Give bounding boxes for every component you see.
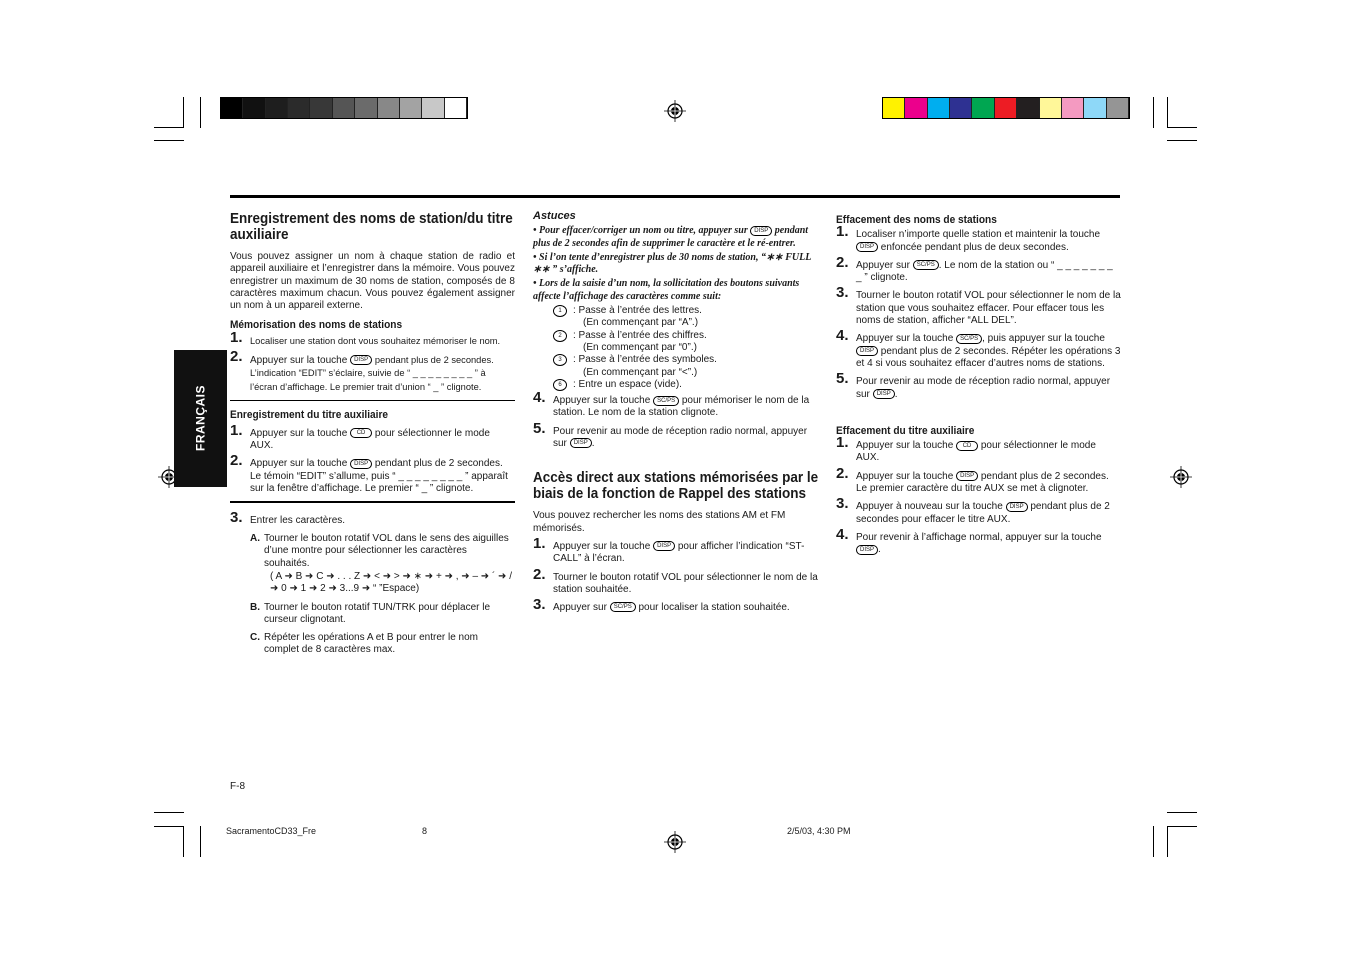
step-text: Appuyer sur — [856, 259, 910, 271]
step-number: 3. — [230, 508, 243, 526]
button-item — [553, 330, 818, 355]
button-item — [553, 354, 818, 379]
step-number: 2. — [836, 253, 849, 271]
crop-mark — [1167, 97, 1168, 128]
disp-key-icon: DISP — [350, 355, 372, 365]
disp-key-icon: DISP — [570, 438, 592, 448]
step-text: enfoncée pendant plus de deux secondes. — [880, 241, 1069, 253]
button-desc: : Passe à l’entrée des lettres. — [573, 305, 702, 317]
column-1 — [230, 211, 515, 663]
step-text: pour localiser la station souhaitée. — [638, 602, 790, 614]
step — [230, 452, 515, 495]
step-text: Appuyer sur la touche — [856, 333, 954, 345]
sub-step-text: Tourner le bouton rotatif TUN/TRK pour déplacer le curseur clignotant. — [264, 601, 491, 625]
step-text: pendant plus de 2 secondes. Le premier caractère du titre AUX se met à clignoter. — [856, 470, 1109, 495]
crop-mark — [1153, 97, 1154, 128]
crop-mark — [200, 826, 201, 857]
step-number: 3. — [836, 495, 849, 513]
color-swatch — [950, 98, 972, 118]
step-text: pendant plus de 2 secondes. Le témoin “EDIT” s’allume, puis “ _ _ _ _ _ _ _ _ ” apparaît sur la fenêtre d’affichage. Le premier “ _ ” clignote. — [250, 458, 508, 494]
button-list — [533, 305, 818, 391]
sub-step-label: B. — [250, 601, 260, 613]
step — [836, 327, 1121, 370]
disp-key-icon: DISP — [653, 541, 675, 551]
color-swatch — [266, 98, 288, 118]
color-swatch — [905, 98, 927, 118]
sub-step — [250, 533, 515, 570]
step — [533, 389, 818, 420]
button-desc: : Passe à l’entrée des chiffres. — [573, 329, 707, 341]
button-desc-note: (En commençant par “<”.) — [583, 366, 698, 378]
divider — [230, 501, 515, 503]
step-text: Localiser n’importe quelle station et maintenir la touche — [856, 229, 1101, 241]
step-text: Pour revenir au mode de réception radio normal, appuyer sur — [553, 425, 808, 450]
step-number: 2. — [230, 452, 243, 470]
subsection-title: Effacement du titre auxiliaire — [836, 424, 975, 437]
tip-text: • Si l’on tente d’enregistrer plus de 30 noms de station, “∗∗ FULL ∗∗ ” s’affiche. — [533, 251, 811, 276]
crop-mark — [1167, 140, 1197, 141]
step-number: 2. — [836, 464, 849, 482]
disp-key-icon: DISP — [856, 242, 878, 252]
sub-step — [250, 632, 515, 657]
section-title: Enregistrement des noms de station/du titre auxiliaire — [230, 210, 513, 243]
disp-key-icon: DISP — [750, 226, 772, 236]
registration-mark-icon — [664, 831, 686, 853]
sub-step-text: Tourner le bouton rotatif VOL dans le sens des aiguilles d’une montre pour sélectionner les caractères souhaités. — [264, 533, 509, 569]
disp-key-icon: DISP — [856, 545, 878, 555]
crop-mark — [183, 97, 184, 128]
number-button-6-icon: 6 — [553, 379, 567, 391]
color-swatch — [883, 98, 905, 118]
crop-mark — [154, 812, 184, 813]
step-number: 4. — [533, 389, 546, 407]
number-button-3-icon: 3 — [553, 354, 567, 366]
scps-key-icon: SC/PS — [610, 602, 636, 612]
step — [836, 434, 1121, 465]
disp-key-icon: DISP — [856, 346, 878, 356]
color-swatch — [400, 98, 422, 118]
color-swatch — [310, 98, 332, 118]
header-rule — [230, 195, 1120, 198]
crop-mark — [183, 826, 184, 857]
step-number: 2. — [230, 348, 243, 366]
step-text: , puis appuyer sur la touche — [982, 333, 1105, 345]
color-swatch — [378, 98, 400, 118]
step-number: 2. — [533, 565, 546, 583]
cd-key-icon: CD — [956, 441, 978, 451]
color-swatch — [928, 98, 950, 118]
step-text: Appuyer sur la touche — [553, 395, 651, 407]
step — [533, 565, 818, 597]
registration-mark-icon — [664, 100, 686, 122]
step-text: . — [894, 388, 898, 400]
number-button-1-icon: 1 — [553, 305, 567, 317]
step-text: Appuyer sur la touche — [856, 470, 954, 482]
language-tab-label: FRANÇAIS — [193, 385, 208, 452]
process-color-bar — [882, 97, 1130, 119]
crop-mark — [1167, 812, 1197, 813]
step-text: . — [591, 438, 595, 450]
tips-box — [533, 210, 818, 303]
button-desc-note: (En commençant par “0”.) — [583, 341, 697, 353]
subsection-title: Mémorisation des noms de stations — [230, 319, 403, 332]
step — [230, 421, 515, 453]
step — [533, 534, 818, 566]
disp-key-icon: DISP — [350, 459, 372, 469]
disp-key-icon: DISP — [956, 471, 978, 481]
tip-text-part: • Pour effacer/corriger un nom ou titre, appuyer sur — [533, 225, 748, 237]
step-number: 1. — [230, 328, 243, 346]
crop-mark — [154, 826, 184, 827]
column-3 — [836, 214, 1121, 563]
step-text: Appuyer sur la touche — [250, 355, 348, 367]
step-text: pour sélectionner le mode AUX. — [856, 440, 1096, 464]
step-text: Pour revenir au mode de réception radio normal, appuyer sur — [856, 376, 1111, 400]
step-text: pendant plus de 2 secondes. Répéter les opérations 3 et 4 si vous souhaitez effacer d’autres noms de stations. — [856, 345, 1121, 369]
disp-key-icon: DISP — [1006, 502, 1028, 512]
step-text: Tourner le bouton rotatif VOL pour sélectionner le nom de la station que vous souhaitez effacer. Pour effacer tous les noms de station, afficher “ALL DEL”. — [856, 290, 1121, 327]
footer-date: 2/5/03, 4:30 PM — [787, 826, 851, 836]
step-text: pour sélectionner le mode AUX. — [250, 427, 490, 452]
step-text: . — [878, 544, 881, 556]
color-swatch — [1107, 98, 1129, 118]
button-desc: : Entre un espace (vide). — [573, 378, 682, 390]
crop-mark — [154, 140, 184, 141]
button-desc: : Passe à l’entrée des symboles. — [573, 354, 717, 366]
step-text: Appuyer sur — [553, 602, 607, 614]
tip-text-part: pendant plus de 2 secondes afin de supprimer le caractère et le ré-entrer. — [533, 225, 809, 249]
step-text: Appuyer sur la touche — [856, 440, 954, 452]
step-text: Entrer les caractères. — [250, 514, 346, 526]
step — [836, 495, 1121, 526]
intro-text: Vous pouvez assigner un nom à chaque station de radio et appareil auxiliaire et l’enregistrer dans la mémoire. Vous pouvez enregistrer un maximum de 30 noms de station, composés de 8 caractères maximum chacun. Vous pouvez également assigner un nom à un appareil externe. — [230, 251, 515, 312]
divider — [230, 400, 515, 402]
color-swatch — [288, 98, 310, 118]
registration-mark-icon — [1170, 466, 1192, 488]
step-text: Appuyer sur la touche — [250, 427, 348, 439]
step — [836, 370, 1121, 401]
sub-step-text: Répéter les opérations A et B pour entrer le nom complet de 8 caractères max. — [264, 632, 479, 656]
step-number: 5. — [533, 419, 546, 437]
step-number: 1. — [533, 534, 546, 552]
crop-mark — [1167, 127, 1197, 128]
footer-filename: SacramentoCD33_Fre — [226, 826, 317, 836]
step-text: pour afficher l’indication “ST-CALL” à l’écran. — [553, 540, 805, 565]
step-text: Pour revenir à l’affichage normal, appuyer sur la touche — [856, 531, 1102, 543]
step — [836, 253, 1121, 285]
step-number: 1. — [836, 223, 849, 241]
crop-mark — [1167, 826, 1197, 827]
step-number: 3. — [836, 284, 849, 302]
scps-key-icon: SC/PS — [913, 260, 939, 270]
color-swatch — [243, 98, 265, 118]
color-swatch — [1084, 98, 1106, 118]
tip-text — [533, 225, 818, 250]
disp-key-icon: DISP — [873, 389, 895, 399]
step — [230, 348, 515, 394]
color-swatch — [995, 98, 1017, 118]
crop-mark — [1167, 826, 1168, 857]
footer-page-number: 8 — [422, 826, 428, 836]
page-label: F-8 — [230, 781, 245, 792]
step-number: 5. — [836, 370, 849, 388]
step-number: 3. — [533, 596, 546, 614]
step-text: Appuyer à nouveau sur la touche — [856, 501, 1003, 513]
step-number: 4. — [836, 525, 849, 543]
scps-key-icon: SC/PS — [653, 396, 679, 406]
step — [533, 596, 818, 614]
sub-step — [250, 602, 515, 627]
color-swatch — [972, 98, 994, 118]
button-item — [553, 305, 818, 330]
color-swatch — [355, 98, 377, 118]
intro-text: Vous pouvez rechercher les noms des stations AM et FM mémorisés. — [533, 510, 786, 534]
step-number: 4. — [836, 327, 849, 345]
step-number: 1. — [230, 421, 243, 439]
step-text: pour mémoriser le nom de la station. Le nom de la station clignote. — [553, 395, 810, 419]
step — [230, 508, 515, 527]
step — [836, 284, 1121, 327]
color-swatch — [422, 98, 444, 118]
step-text: Appuyer sur la touche — [553, 540, 651, 552]
color-swatch — [1040, 98, 1062, 118]
color-swatch — [1062, 98, 1084, 118]
step-text: Localiser une station dont vous souhaitez mémoriser le nom. — [250, 335, 501, 346]
step — [230, 328, 515, 348]
color-swatch — [221, 98, 243, 118]
section-title: Accès direct aux stations mémorisées par le biais de la fonction de Rappel des stations — [533, 469, 819, 503]
sub-step-text: ( A ➜ B ➜ C ➜ . . . Z ➜ < ➜ > ➜ ∗ ➜ + ➜ , ➜ – ➜ ´ ➜ / ➜ 0 ➜ 1 ➜ 2 ➜ 3...9 ➜ “ ”Espace) — [270, 570, 512, 595]
step — [836, 223, 1121, 254]
step — [836, 525, 1121, 557]
column-2 — [533, 210, 818, 620]
sub-step-label: C. — [250, 632, 260, 644]
step — [533, 419, 818, 451]
sub-steps — [230, 533, 515, 657]
step-number: 1. — [836, 434, 849, 452]
step-text: Tourner le bouton rotatif VOL pour sélectionner le nom de la station souhaitée. — [553, 571, 818, 595]
button-item — [553, 379, 818, 391]
grey-color-bar — [220, 97, 468, 119]
button-desc-note: (En commençant par “A”.) — [583, 317, 699, 329]
tip-text: • Lors de la saisie d’un nom, la sollicitation des boutons suivants affecte l’affichage des caractères comme suit: — [533, 278, 800, 302]
subsection-title: Enregistrement du titre auxiliaire — [230, 409, 389, 422]
tips-title: Astuces — [533, 210, 576, 222]
step-text: Appuyer sur la touche — [250, 458, 348, 470]
crop-mark — [1153, 826, 1154, 857]
subsection-title: Effacement des noms de stations — [836, 214, 997, 226]
step-text: pendant plus de 2 secondes pour effacer le titre AUX. — [856, 501, 1110, 525]
color-swatch — [445, 98, 467, 118]
sub-step-label: A. — [250, 533, 260, 545]
step-text: pendant plus de 2 secondes. L’indication “EDIT” s’éclaire, suivie de “ _ _ _ _ _ _ _ _ ” à l’écran d’affichage. Le premier trait d’union “ _ ” clignote. — [250, 355, 494, 392]
crop-mark — [200, 97, 201, 128]
number-button-2-icon: 2 — [553, 330, 567, 342]
color-swatch — [1017, 98, 1039, 118]
cd-key-icon: CD — [350, 428, 372, 438]
character-sequence — [250, 571, 515, 596]
step-text: . Le nom de la station ou “ _ _ _ _ _ _ _ _ ” clignote. — [856, 259, 1113, 284]
crop-mark — [154, 127, 184, 128]
step — [836, 464, 1121, 496]
scps-key-icon: SC/PS — [956, 334, 982, 344]
color-swatch — [333, 98, 355, 118]
